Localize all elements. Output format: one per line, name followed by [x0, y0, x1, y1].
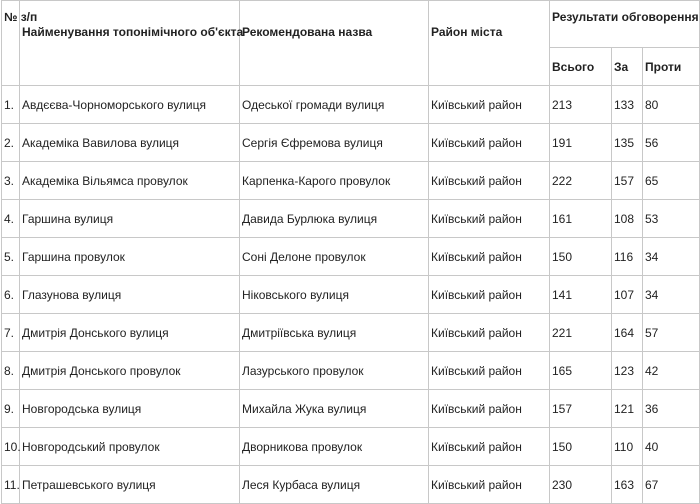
cell-num: 11. [2, 466, 20, 504]
table-row [2, 314, 700, 352]
cell-name: Авдєєва-Чорноморського вулиця [20, 86, 240, 124]
cell-recommended: Соні Делоне провулок [240, 238, 429, 276]
cell-num: 9. [2, 390, 20, 428]
cell-total: 221 [550, 314, 612, 352]
cell-name: Академіка Вавилова вулиця [20, 124, 240, 162]
cell-against: 57 [643, 314, 700, 352]
cell-name: Гаршина вулиця [20, 200, 240, 238]
table-row [2, 352, 700, 390]
table-row [2, 86, 700, 124]
cell-total: 222 [550, 162, 612, 200]
cell-total: 230 [550, 466, 612, 504]
cell-name: Петрашевського вулиця [20, 466, 240, 504]
cell-district: Київський район [429, 86, 550, 124]
cell-total: 150 [550, 238, 612, 276]
cell-against: 42 [643, 352, 700, 390]
cell-for: 135 [612, 124, 643, 162]
cell-num: 2. [2, 124, 20, 162]
cell-total: 165 [550, 352, 612, 390]
header-recommended: Рекомендована назва [240, 1, 429, 86]
cell-total: 141 [550, 276, 612, 314]
cell-name: Академіка Вільямса провулок [20, 162, 240, 200]
cell-recommended: Лазурського провулок [240, 352, 429, 390]
cell-district: Київський район [429, 390, 550, 428]
cell-recommended: Леся Курбаса вулиця [240, 466, 429, 504]
cell-district: Київський район [429, 162, 550, 200]
table-row [2, 466, 700, 504]
cell-for: 123 [612, 352, 643, 390]
table-row [2, 200, 700, 238]
cell-for: 164 [612, 314, 643, 352]
header-district: Район міста [429, 1, 550, 86]
cell-district: Київський район [429, 428, 550, 466]
cell-total: 161 [550, 200, 612, 238]
table-row [2, 428, 700, 466]
cell-name: Дмитрія Донського вулиця [20, 314, 240, 352]
cell-against: 80 [643, 86, 700, 124]
cell-num: 4. [2, 200, 20, 238]
header-num: № з/п [2, 1, 20, 86]
cell-against: 53 [643, 200, 700, 238]
cell-num: 8. [2, 352, 20, 390]
cell-num: 10. [2, 428, 20, 466]
cell-num: 3. [2, 162, 20, 200]
cell-recommended: Дворникова провулок [240, 428, 429, 466]
cell-for: 116 [612, 238, 643, 276]
cell-name: Гаршина провулок [20, 238, 240, 276]
cell-against: 67 [643, 466, 700, 504]
cell-recommended: Михайла Жука вулиця [240, 390, 429, 428]
cell-num: 1. [2, 86, 20, 124]
cell-recommended: Давида Бурлюка вулиця [240, 200, 429, 238]
cell-district: Київський район [429, 314, 550, 352]
cell-total: 157 [550, 390, 612, 428]
cell-against: 36 [643, 390, 700, 428]
cell-recommended: Сергія Єфремова вулиця [240, 124, 429, 162]
cell-against: 34 [643, 238, 700, 276]
cell-total: 213 [550, 86, 612, 124]
cell-num: 5. [2, 238, 20, 276]
cell-name: Дмитрія Донського провулок [20, 352, 240, 390]
cell-name: Глазунова вулиця [20, 276, 240, 314]
cell-district: Київський район [429, 276, 550, 314]
cell-against: 40 [643, 428, 700, 466]
header-results: Результати обговорення [550, 1, 700, 48]
cell-recommended: Ніковського вулиця [240, 276, 429, 314]
cell-district: Київський район [429, 238, 550, 276]
header-total: Всього [550, 48, 612, 86]
cell-for: 133 [612, 86, 643, 124]
table-row [2, 124, 700, 162]
cell-for: 157 [612, 162, 643, 200]
table-row [2, 238, 700, 276]
cell-num: 6. [2, 276, 20, 314]
table-row [2, 162, 700, 200]
cell-total: 150 [550, 428, 612, 466]
table-row [2, 390, 700, 428]
header-name: Найменування топонімічного об'єкта [20, 1, 240, 86]
cell-against: 34 [643, 276, 700, 314]
table-body [2, 86, 700, 504]
header-against: Проти [643, 48, 700, 86]
cell-name: Новгородський провулок [20, 428, 240, 466]
cell-district: Київський район [429, 466, 550, 504]
cell-num: 7. [2, 314, 20, 352]
cell-recommended: Карпенка-Карого провулок [240, 162, 429, 200]
cell-against: 65 [643, 162, 700, 200]
cell-for: 108 [612, 200, 643, 238]
cell-total: 191 [550, 124, 612, 162]
cell-for: 121 [612, 390, 643, 428]
cell-district: Київський район [429, 352, 550, 390]
cell-recommended: Дмитріївська вулиця [240, 314, 429, 352]
cell-against: 56 [643, 124, 700, 162]
cell-district: Київський район [429, 200, 550, 238]
cell-recommended: Одеської громади вулиця [240, 86, 429, 124]
cell-district: Київський район [429, 124, 550, 162]
cell-name: Новгородська вулиця [20, 390, 240, 428]
header-for: За [612, 48, 643, 86]
cell-for: 163 [612, 466, 643, 504]
cell-for: 110 [612, 428, 643, 466]
toponym-results-table [1, 0, 700, 504]
table-row [2, 276, 700, 314]
cell-for: 107 [612, 276, 643, 314]
